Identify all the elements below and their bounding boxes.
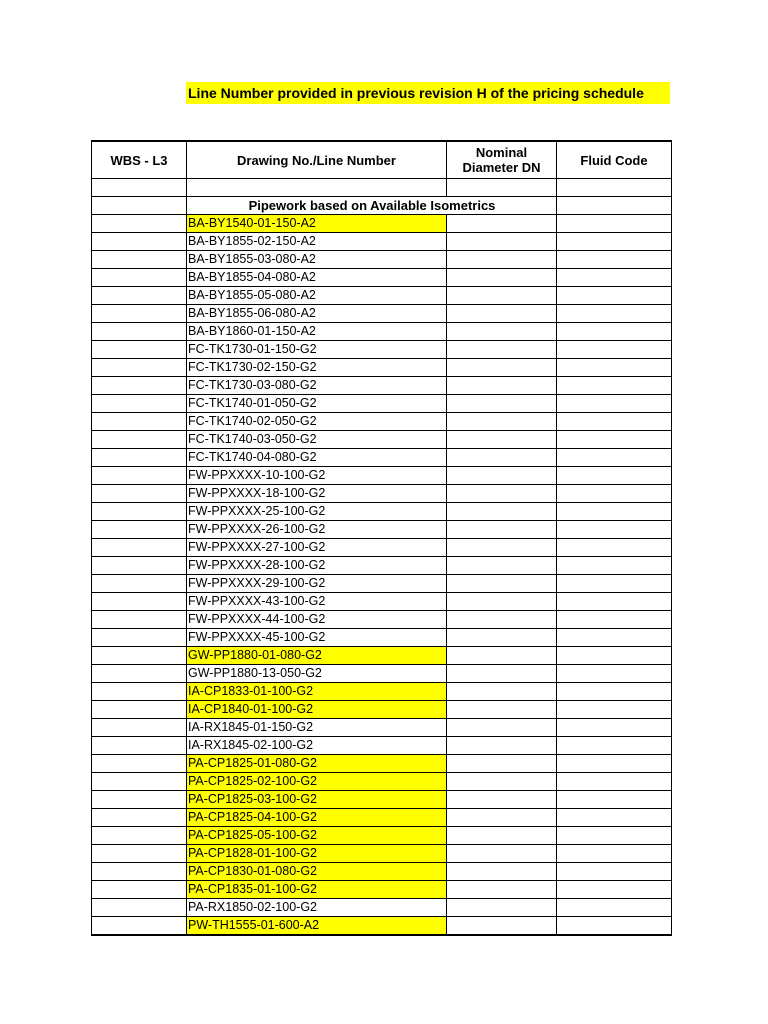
cell-line: FC-TK1730-03-080-G2 [187,377,447,395]
cell-dn [447,917,557,936]
table-row [92,917,672,936]
cell-wbs [92,377,187,395]
cell-line: PA-CP1825-04-100-G2 [187,809,447,827]
section-row [92,197,672,215]
cell-fluid [557,539,672,557]
cell-dn [447,269,557,287]
cell-wbs [92,521,187,539]
table-row [92,827,672,845]
cell-wbs [92,215,187,233]
cell-dn [447,503,557,521]
cell-wbs [92,719,187,737]
cell-fluid [557,791,672,809]
cell-wbs [92,287,187,305]
cell-dn [447,683,557,701]
cell-fluid [557,215,672,233]
cell-fluid [557,467,672,485]
cell-line: IA-CP1833-01-100-G2 [187,683,447,701]
table-row [92,521,672,539]
table-row [92,899,672,917]
cell-wbs [92,323,187,341]
cell-line: IA-RX1845-02-100-G2 [187,737,447,755]
cell-wbs [92,629,187,647]
cell-wbs [92,269,187,287]
cell-line: FW-PPXXXX-25-100-G2 [187,503,447,521]
table-row [92,269,672,287]
cell-line: GW-PP1880-13-050-G2 [187,665,447,683]
cell-line: IA-CP1840-01-100-G2 [187,701,447,719]
cell-line: FW-PPXXXX-26-100-G2 [187,521,447,539]
cell-line: BA-BY1540-01-150-A2 [187,215,447,233]
cell-line: FC-TK1740-02-050-G2 [187,413,447,431]
table-row [92,467,672,485]
cell-fluid [557,305,672,323]
cell-dn [447,773,557,791]
cell-line: PA-CP1835-01-100-G2 [187,881,447,899]
table-row [92,413,672,431]
cell-fluid [557,917,672,936]
cell-dn [447,485,557,503]
cell-line: GW-PP1880-01-080-G2 [187,647,447,665]
header-nominal-diameter [447,141,557,179]
table-row [92,305,672,323]
cell-dn [447,791,557,809]
cell-fluid [557,665,672,683]
cell-dn [447,665,557,683]
cell-fluid [557,503,672,521]
cell-fluid [557,863,672,881]
cell-line: BA-BY1855-06-080-A2 [187,305,447,323]
cell-wbs [92,683,187,701]
cell-dn [447,215,557,233]
cell-dn [447,539,557,557]
table-row [92,629,672,647]
cell-wbs [92,665,187,683]
table-row [92,359,672,377]
table-row [92,575,672,593]
cell-line: BA-BY1855-05-080-A2 [187,287,447,305]
header-nominal-line1: Nominal [475,145,528,160]
cell-dn [447,449,557,467]
table-row [92,611,672,629]
table-row [92,557,672,575]
table-row [92,773,672,791]
table-row [92,377,672,395]
cell-line: PA-RX1850-02-100-G2 [187,899,447,917]
cell-fluid [557,647,672,665]
cell-line: PA-CP1825-03-100-G2 [187,791,447,809]
cell-dn [447,845,557,863]
cell-fluid [557,593,672,611]
header-wbs: WBS - L3 [92,141,187,179]
cell-fluid [557,611,672,629]
cell-fluid [557,341,672,359]
table-row [92,287,672,305]
cell-dn [447,647,557,665]
cell-dn [447,287,557,305]
cell-fluid [557,719,672,737]
cell-wbs [92,341,187,359]
cell-fluid [557,269,672,287]
cell-dn [447,251,557,269]
cell-line: BA-BY1855-02-150-A2 [187,233,447,251]
cell-dn [447,305,557,323]
cell-dn [447,467,557,485]
cell-line [187,179,447,197]
cell-fluid [557,683,672,701]
cell-dn [447,755,557,773]
cell-wbs [92,881,187,899]
cell-dn [447,323,557,341]
cell-fluid [557,827,672,845]
table-row [92,809,672,827]
cell-line: PW-TH1555-01-600-A2 [187,917,447,936]
cell-fluid [557,233,672,251]
cell-dn [447,863,557,881]
cell-dn [447,611,557,629]
cell-line: FW-PPXXXX-18-100-G2 [187,485,447,503]
cell-fluid [557,557,672,575]
cell-wbs [92,611,187,629]
table-row [92,791,672,809]
cell-fluid [557,449,672,467]
cell-fluid [557,773,672,791]
cell-wbs [92,755,187,773]
cell-fluid [557,809,672,827]
cell-line: BA-BY1855-03-080-A2 [187,251,447,269]
cell-line: FC-TK1740-04-080-G2 [187,449,447,467]
table-row [92,431,672,449]
table-row [92,341,672,359]
cell-dn [447,377,557,395]
cell-wbs [92,503,187,521]
cell-fluid [557,179,672,197]
cell-fluid [557,395,672,413]
cell-dn [447,593,557,611]
cell-line: FW-PPXXXX-27-100-G2 [187,539,447,557]
cell-line: FW-PPXXXX-45-100-G2 [187,629,447,647]
cell-wbs [92,647,187,665]
table-row [92,845,672,863]
table-row [92,755,672,773]
line-schedule-table [91,140,672,936]
cell-wbs [92,431,187,449]
cell-wbs [92,575,187,593]
header-row [92,141,672,179]
cell-wbs [92,449,187,467]
cell-wbs [92,791,187,809]
cell-fluid [557,377,672,395]
cell-dn [447,341,557,359]
highlighted-note: Line Number provided in previous revision H of the pricing schedule [186,82,670,104]
cell-wbs [92,179,187,197]
table-row [92,683,672,701]
cell-fluid [557,323,672,341]
table-row [92,503,672,521]
cell-fluid [557,431,672,449]
cell-dn [447,809,557,827]
cell-line: PA-CP1825-02-100-G2 [187,773,447,791]
cell-line: IA-RX1845-01-150-G2 [187,719,447,737]
cell-fluid [557,413,672,431]
cell-fluid [557,629,672,647]
cell-wbs [92,359,187,377]
header-fluid-code: Fluid Code [557,141,672,179]
cell-wbs [92,395,187,413]
cell-line: FC-TK1740-03-050-G2 [187,431,447,449]
cell-line: BA-BY1860-01-150-A2 [187,323,447,341]
table-row [92,701,672,719]
table-row [92,881,672,899]
cell-wbs [92,917,187,936]
cell-fluid [557,485,672,503]
cell-line: FC-TK1740-01-050-G2 [187,395,447,413]
cell-line: PA-CP1828-01-100-G2 [187,845,447,863]
cell-line: FC-TK1730-01-150-G2 [187,341,447,359]
table-body [92,179,672,936]
cell-dn [447,701,557,719]
blank-row [92,179,672,197]
cell-dn [447,233,557,251]
cell-wbs [92,593,187,611]
cell-wbs [92,845,187,863]
cell-line: PA-CP1830-01-080-G2 [187,863,447,881]
cell-wbs [92,863,187,881]
table-row [92,863,672,881]
cell-fluid [557,359,672,377]
cell-wbs [92,233,187,251]
table-row [92,215,672,233]
cell-line: PA-CP1825-01-080-G2 [187,755,447,773]
table-row [92,251,672,269]
cell-line: FW-PPXXXX-29-100-G2 [187,575,447,593]
cell-dn [447,557,557,575]
cell-dn [447,881,557,899]
cell-fluid [557,575,672,593]
table-row [92,737,672,755]
cell-fluid [557,737,672,755]
section-title: Pipework based on Available Isometrics [187,197,557,215]
cell-wbs [92,737,187,755]
table-row [92,665,672,683]
cell-wbs [92,827,187,845]
cell-fluid [557,251,672,269]
table-row [92,323,672,341]
cell-wbs [92,899,187,917]
cell-wbs [92,197,187,215]
cell-dn [447,899,557,917]
table-row [92,593,672,611]
cell-dn [447,521,557,539]
cell-dn [447,719,557,737]
cell-wbs [92,773,187,791]
header-drawing-line-number: Drawing No./Line Number [187,141,447,179]
cell-line: BA-BY1855-04-080-A2 [187,269,447,287]
cell-dn [447,179,557,197]
cell-wbs [92,251,187,269]
cell-wbs [92,539,187,557]
cell-fluid [557,701,672,719]
header-nominal-line2: Diameter DN [462,160,541,175]
cell-dn [447,737,557,755]
cell-line: PA-CP1825-05-100-G2 [187,827,447,845]
cell-wbs [92,467,187,485]
cell-wbs [92,557,187,575]
cell-fluid [557,755,672,773]
cell-fluid [557,881,672,899]
cell-dn [447,575,557,593]
cell-wbs [92,809,187,827]
cell-line: FW-PPXXXX-43-100-G2 [187,593,447,611]
cell-wbs [92,701,187,719]
cell-line: FW-PPXXXX-10-100-G2 [187,467,447,485]
cell-dn [447,431,557,449]
table-row [92,719,672,737]
table-row [92,539,672,557]
cell-fluid [557,521,672,539]
cell-line: FW-PPXXXX-44-100-G2 [187,611,447,629]
cell-wbs [92,305,187,323]
cell-wbs [92,485,187,503]
cell-dn [447,413,557,431]
cell-fluid [557,197,672,215]
cell-wbs [92,413,187,431]
cell-dn [447,359,557,377]
table-row [92,233,672,251]
cell-dn [447,629,557,647]
cell-line: FC-TK1730-02-150-G2 [187,359,447,377]
table-row [92,485,672,503]
cell-fluid [557,899,672,917]
cell-dn [447,827,557,845]
table-row [92,449,672,467]
table-row [92,647,672,665]
cell-dn [447,395,557,413]
cell-line: FW-PPXXXX-28-100-G2 [187,557,447,575]
cell-fluid [557,287,672,305]
table-row [92,395,672,413]
cell-fluid [557,845,672,863]
